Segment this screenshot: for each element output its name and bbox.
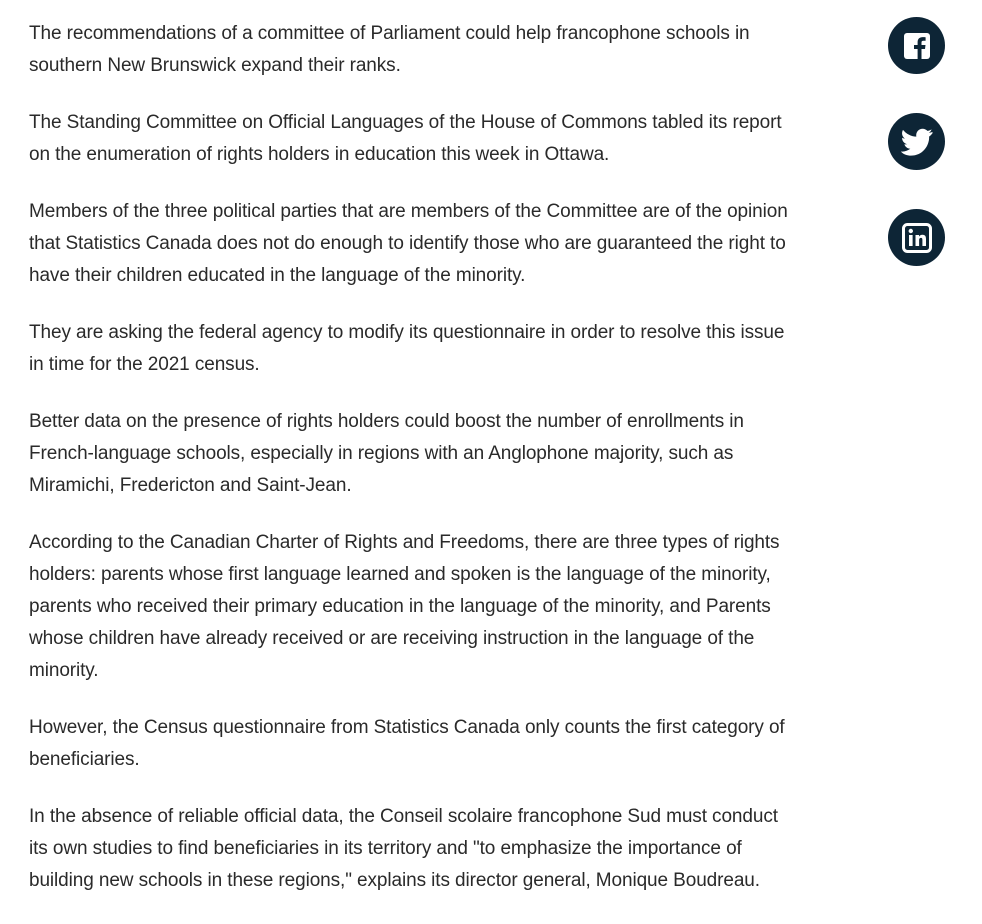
linkedin-icon [902, 223, 932, 253]
article-paragraph: According to the Canadian Charter of Rights and Freedoms, there are three types of rights holders: parents whose first language learned and spoken is the language of the minority, parents who received their primary education in the language of the minority, and Parents whose children have already received or are receiving instruction in the language of the minority. [29, 532, 780, 681]
article-paragraph: However, the Census questionnaire from Statistics Canada only counts the first category of beneficiaries. [29, 717, 785, 770]
article-paragraph: The Standing Committee on Official Languages of the House of Commons tabled its report on the enumeration of rights holders in education this week in Ottawa. [29, 112, 782, 165]
share-linkedin-button[interactable] [888, 209, 945, 266]
article-paragraph: Better data on the presence of rights holders could boost the number of enrollments in French-language schools, especially in regions with an Anglophone majority, such as Miramichi, Fredericton and Saint-Jean. [29, 411, 744, 496]
share-bar [888, 17, 945, 305]
article-paragraph: They are asking the federal agency to modify its questionnaire in order to resolve this issue in time for the 2021 census. [29, 322, 785, 375]
share-facebook-button[interactable] [888, 17, 945, 74]
twitter-icon [901, 128, 933, 156]
article-paragraph: The recommendations of a committee of Parliament could help francophone schools in southern New Brunswick expand their ranks. [29, 23, 750, 76]
article-paragraph: In the absence of reliable official data, the Conseil scolaire francophone Sud must conduct its own studies to find beneficiaries in its territory and "to emphasize the importance of building new schools in these regions," explains its director general, Monique Boudreau. [29, 806, 778, 891]
share-twitter-button[interactable] [888, 113, 945, 170]
article-paragraph: Members of the three political parties that are members of the Committee are of the opinion that Statistics Canada does not do enough to identify those who are guaranteed the right to have their children educated in the language of the minority. [29, 201, 788, 286]
facebook-icon [903, 32, 931, 60]
article-body [29, 18, 801, 922]
